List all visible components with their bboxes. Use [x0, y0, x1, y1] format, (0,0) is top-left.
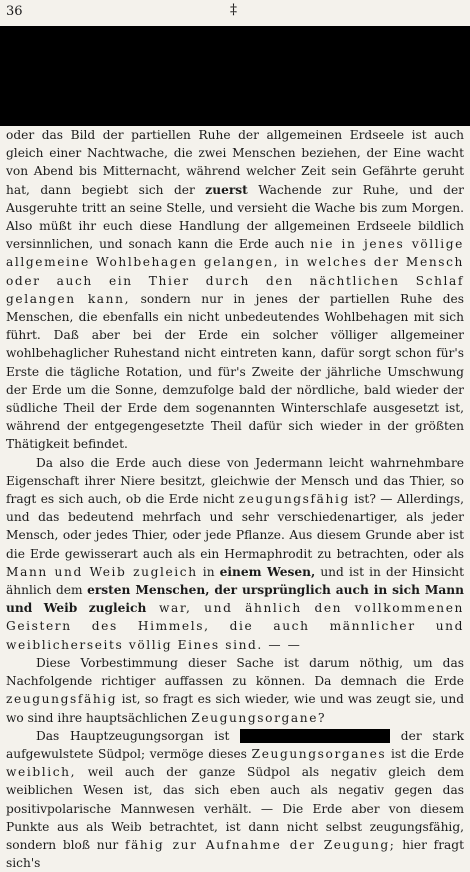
redaction-block-top — [0, 26, 470, 126]
text-segment: zeugungsfähig — [238, 492, 350, 507]
paragraph — [6, 727, 464, 872]
text-segment: Wachende zur Ruhe, und der Ausgeruhte tritt an seine Stelle, und versieht die Wache bis zum Morgen. Also müßt ihr euch diese Handlung der allgemeinen Erdseele bildlich versinnlichen, und sonach kann die Erde auch — [6, 182, 464, 252]
paragraph — [6, 126, 464, 454]
header-ornament: ‡ — [230, 2, 237, 18]
text-segment: ersten Menschen, der ursprünglich auch in sich Mann und Weib zugleich — [6, 583, 464, 616]
text-segment: oder das Bild der partiellen Ruhe der allgemeinen Erdseele ist auch gleich einer Nachtwache, die zwei Menschen beziehen, der Eine wacht von Abend bis Mitternacht, während welcher Zeit sein Gefährte geruht hat, dann begiebt sich der — [6, 128, 464, 197]
text-segment: und ist in der Hinsicht ähnlich dem — [6, 564, 465, 598]
text-segment: sondern nur in jenes der partiellen Ruhe des Menschen, die ebenfalls ein nicht unbedeutendes Wohlbehagen mit sich führt. Daß aber bei der Erde ein solcher völliger allgemeiner wohlbehaglicher Ruhestand nicht eintreten kann, dafür sorgt schon für's Erste die tägliche Rotation, und für's Zweite der jährliche Umschwung der Erde um die Sonne, demzufolge bald der nördliche, bald wieder der südliche Theil der Erde dem sogenannten Winterschlafe ausgesetzt ist, während der entgegengesetzte Theil dafür sich wieder in der größten Thätigkeit befindet. — [6, 291, 464, 452]
text-segment: zuerst — [205, 182, 248, 197]
text-segment: Mann und Weib zugleich — [6, 564, 198, 579]
redaction-inline — [240, 729, 390, 743]
text-segment: ist, so fragt es sich wieder, wie und was zeugt sie, und wo sind ihre hauptsächlichen — [6, 692, 464, 725]
text-segment: Zeugungsorgane? — [191, 710, 327, 725]
text-segment: einem Wesen, — [219, 564, 316, 579]
paragraph — [6, 454, 464, 654]
text-segment: Das Hauptzeugungsorgan ist — [36, 728, 241, 743]
text-segment: ist? — Allerdings, und das bedeutend mehrfach und sehr verschiedenartiger, als jeder Mensch, oder jedes Thier, oder jede Pflanze. Aus diesem Grunde aber ist die Erde gewisserart auch als ein Hermaphrodit zu betrachten, oder als — [6, 492, 464, 561]
text-segment: hier fragt sich's — [6, 837, 464, 871]
paragraph — [6, 654, 464, 727]
text-segment: fähig zur Aufnahme der Zeugung; — [124, 837, 396, 852]
text-segment: der stark aufgewulstete Südpol; vermöge dieses — [6, 728, 464, 761]
text-segment: zeugungsfähig — [6, 692, 118, 707]
text-segment: weiblich, — [6, 765, 77, 780]
text-segment: Da also die Erde auch diese von Jedermann leicht wahrnehmbare Eigenschaft ihrer Niere besitzt, gleichwie der Mensch und das Thier, so fragt es sich auch, ob die Erde nicht — [6, 455, 464, 507]
document-body — [6, 126, 464, 872]
text-segment: weil auch der ganze Südpol als negativ gleich dem weiblichen Wesen ist, das sich eben auch als negativ gegen das positivpolarische Mannwesen verhält. — Die Erde aber von diesem Punkte aus als Weib betrachtet, ist dann nicht selbst zeugungsfähig, sondern bloß nur — [6, 765, 464, 852]
text-segment: Zeugungsorganes — [251, 746, 387, 761]
text-segment: nie in jenes völlige allgemeine Wohlbehagen gelangen, in welches der Mensch oder auch ein Thier durch den nächtlichen Schlaf gelangen kann, — [6, 237, 464, 306]
page-header — [0, 0, 470, 24]
text-segment: war, und ähnlich den vollkommenen Geistern des Himmels, die auch männlicher und weiblicherseits völlig Eines sind. — — — [6, 601, 464, 652]
text-segment: in — [197, 564, 220, 579]
page-number: 36 — [6, 4, 23, 19]
text-segment: Diese Vorbestimmung dieser Sache ist darum nöthig, um das Nachfolgende richtiger auffassen zu können. Da demnach die Erde — [6, 655, 464, 689]
text-segment: ist die Erde — [386, 746, 464, 761]
